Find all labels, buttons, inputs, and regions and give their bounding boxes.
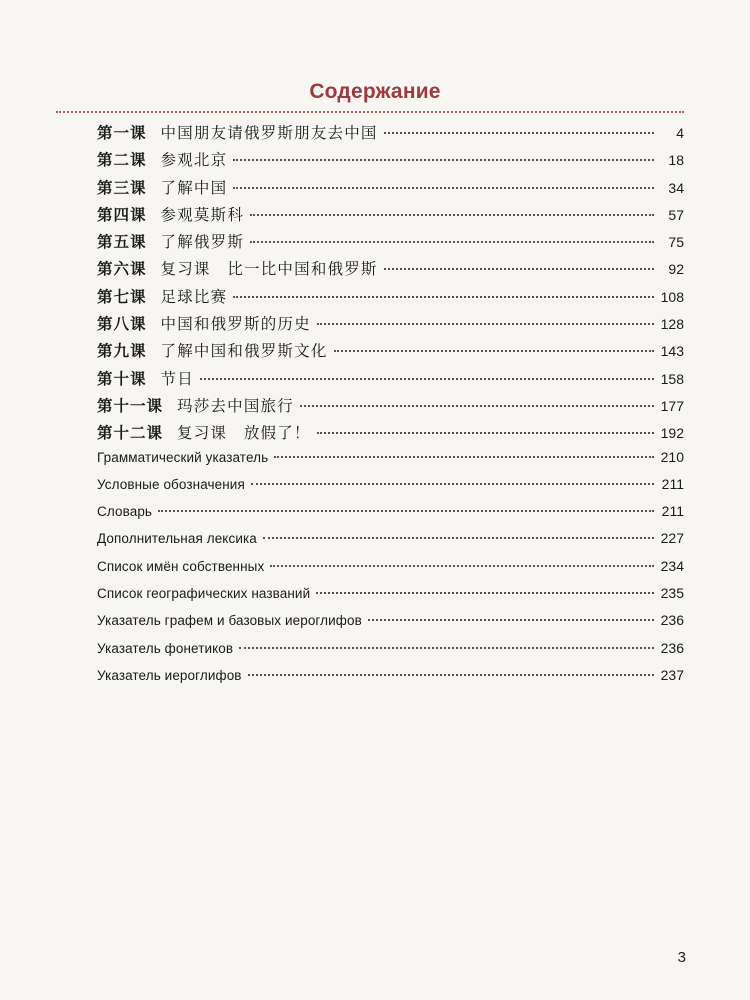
lesson-label: 第五课	[97, 232, 147, 252]
lesson-label: 第十一课	[97, 395, 164, 415]
dot-leader	[316, 592, 654, 594]
page-ref: 236	[660, 612, 684, 629]
toc-appendix-7	[97, 612, 684, 639]
page-ref: 211	[661, 475, 684, 492]
page-ref: 108	[660, 288, 684, 305]
dot-leader	[251, 483, 654, 485]
page-ref: 92	[668, 261, 684, 278]
page-ref: 158	[660, 370, 684, 387]
page-ref: 75	[668, 234, 684, 251]
lesson-title: 了解中国和俄罗斯文化	[160, 342, 328, 361]
lesson-title: 复习课 比一比中国和俄罗斯	[160, 260, 378, 279]
dot-leader	[158, 510, 654, 512]
lesson-label: 第九课	[97, 341, 147, 361]
page-ref: 227	[660, 530, 684, 547]
toc-lesson-1	[97, 121, 684, 148]
toc-appendix-1	[97, 449, 684, 476]
lesson-label: 第一课	[97, 123, 147, 142]
appendix-title: Словарь	[97, 504, 153, 520]
appendix-title: Указатель иероглифов	[97, 667, 242, 683]
lesson-label: 第三课	[97, 177, 147, 197]
toc-appendix-4	[97, 530, 684, 557]
page-ref: 18	[668, 152, 684, 169]
toc-lesson-6	[97, 257, 684, 284]
lesson-label: 第六课	[97, 259, 147, 279]
appendix-title: Указатель фонетиков	[97, 640, 234, 656]
dot-leader	[368, 619, 654, 621]
dot-leader	[233, 187, 654, 189]
dot-leader	[200, 378, 654, 380]
page-ref: 34	[668, 179, 684, 196]
toc-appendix-8	[97, 640, 684, 667]
dot-leader	[274, 456, 654, 458]
toc-appendix-5	[97, 558, 684, 585]
page-ref: 210	[660, 448, 684, 465]
page-ref: 236	[660, 639, 684, 656]
appendix-title: Указатель графем и базовых иероглифов	[97, 613, 362, 629]
page-ref: 4	[676, 125, 684, 141]
dot-leader	[384, 268, 654, 270]
page-ref: 177	[660, 397, 684, 414]
dot-leader	[250, 241, 654, 243]
toc-appendix-6	[97, 585, 684, 612]
toc-appendix-9	[97, 667, 684, 694]
title-dotted-rule	[56, 111, 684, 113]
page-ref: 237	[660, 666, 684, 683]
dot-leader	[263, 537, 654, 539]
page-number: 3	[677, 949, 686, 966]
lesson-title: 中国和俄罗斯的历史	[160, 315, 311, 334]
toc-lesson-11	[97, 394, 684, 421]
dot-leader	[317, 323, 654, 325]
lesson-label: 第七课	[97, 286, 147, 306]
lesson-title: 复习课 放假了！	[177, 424, 311, 443]
toc-lesson-5	[97, 230, 684, 257]
page-ref: 234	[660, 557, 684, 574]
toc-lesson-3	[97, 176, 684, 203]
toc-lesson-10	[97, 367, 684, 394]
page-ref: 192	[660, 425, 684, 442]
dot-leader	[233, 296, 654, 298]
table-of-contents	[97, 121, 684, 694]
lesson-label: 第十二课	[97, 423, 164, 443]
lesson-title: 了解俄罗斯	[160, 233, 245, 252]
lesson-title: 参观莫斯科	[160, 205, 245, 224]
dot-leader	[250, 214, 654, 216]
toc-lesson-2	[97, 148, 684, 175]
toc-lesson-4	[97, 203, 684, 230]
appendix-title: Список географических названий	[97, 586, 311, 602]
appendix-title: Дополнительная лексика	[97, 531, 257, 547]
lesson-title: 节日	[160, 369, 194, 388]
lesson-label: 第八课	[97, 314, 147, 334]
dot-leader	[248, 674, 654, 676]
appendix-title: Список имён собственных	[97, 558, 265, 574]
appendix-title: Грамматический указатель	[97, 449, 269, 465]
toc-lesson-12	[97, 421, 684, 448]
dot-leader	[317, 432, 654, 434]
page-ref: 57	[668, 206, 684, 223]
dot-leader	[300, 405, 654, 407]
dot-leader	[270, 565, 654, 567]
lesson-title: 了解中国	[160, 178, 228, 197]
page-ref: 235	[660, 585, 684, 602]
page-ref: 211	[661, 503, 684, 520]
dot-leader	[334, 350, 654, 352]
lesson-title: 玛莎去中国旅行	[177, 396, 294, 415]
dot-leader	[239, 647, 654, 649]
lesson-title: 足球比赛	[160, 287, 228, 306]
toc-appendix-2	[97, 476, 684, 503]
lesson-label: 第十课	[97, 368, 147, 388]
page-ref: 143	[660, 343, 684, 360]
toc-lesson-7	[97, 285, 684, 312]
toc-appendix-3	[97, 503, 684, 530]
page-title: Содержание	[309, 80, 441, 103]
dot-leader	[384, 132, 654, 134]
dot-leader	[233, 159, 654, 161]
toc-lesson-9	[97, 339, 684, 366]
toc-lesson-8	[97, 312, 684, 339]
lesson-title: 中国朋友请俄罗斯朋友去中国	[160, 124, 378, 142]
page-ref: 128	[660, 316, 684, 333]
appendix-title: Условные обозначения	[97, 476, 245, 492]
lesson-label: 第四课	[97, 204, 147, 224]
lesson-title: 参观北京	[160, 151, 228, 170]
lesson-label: 第二课	[97, 150, 147, 170]
